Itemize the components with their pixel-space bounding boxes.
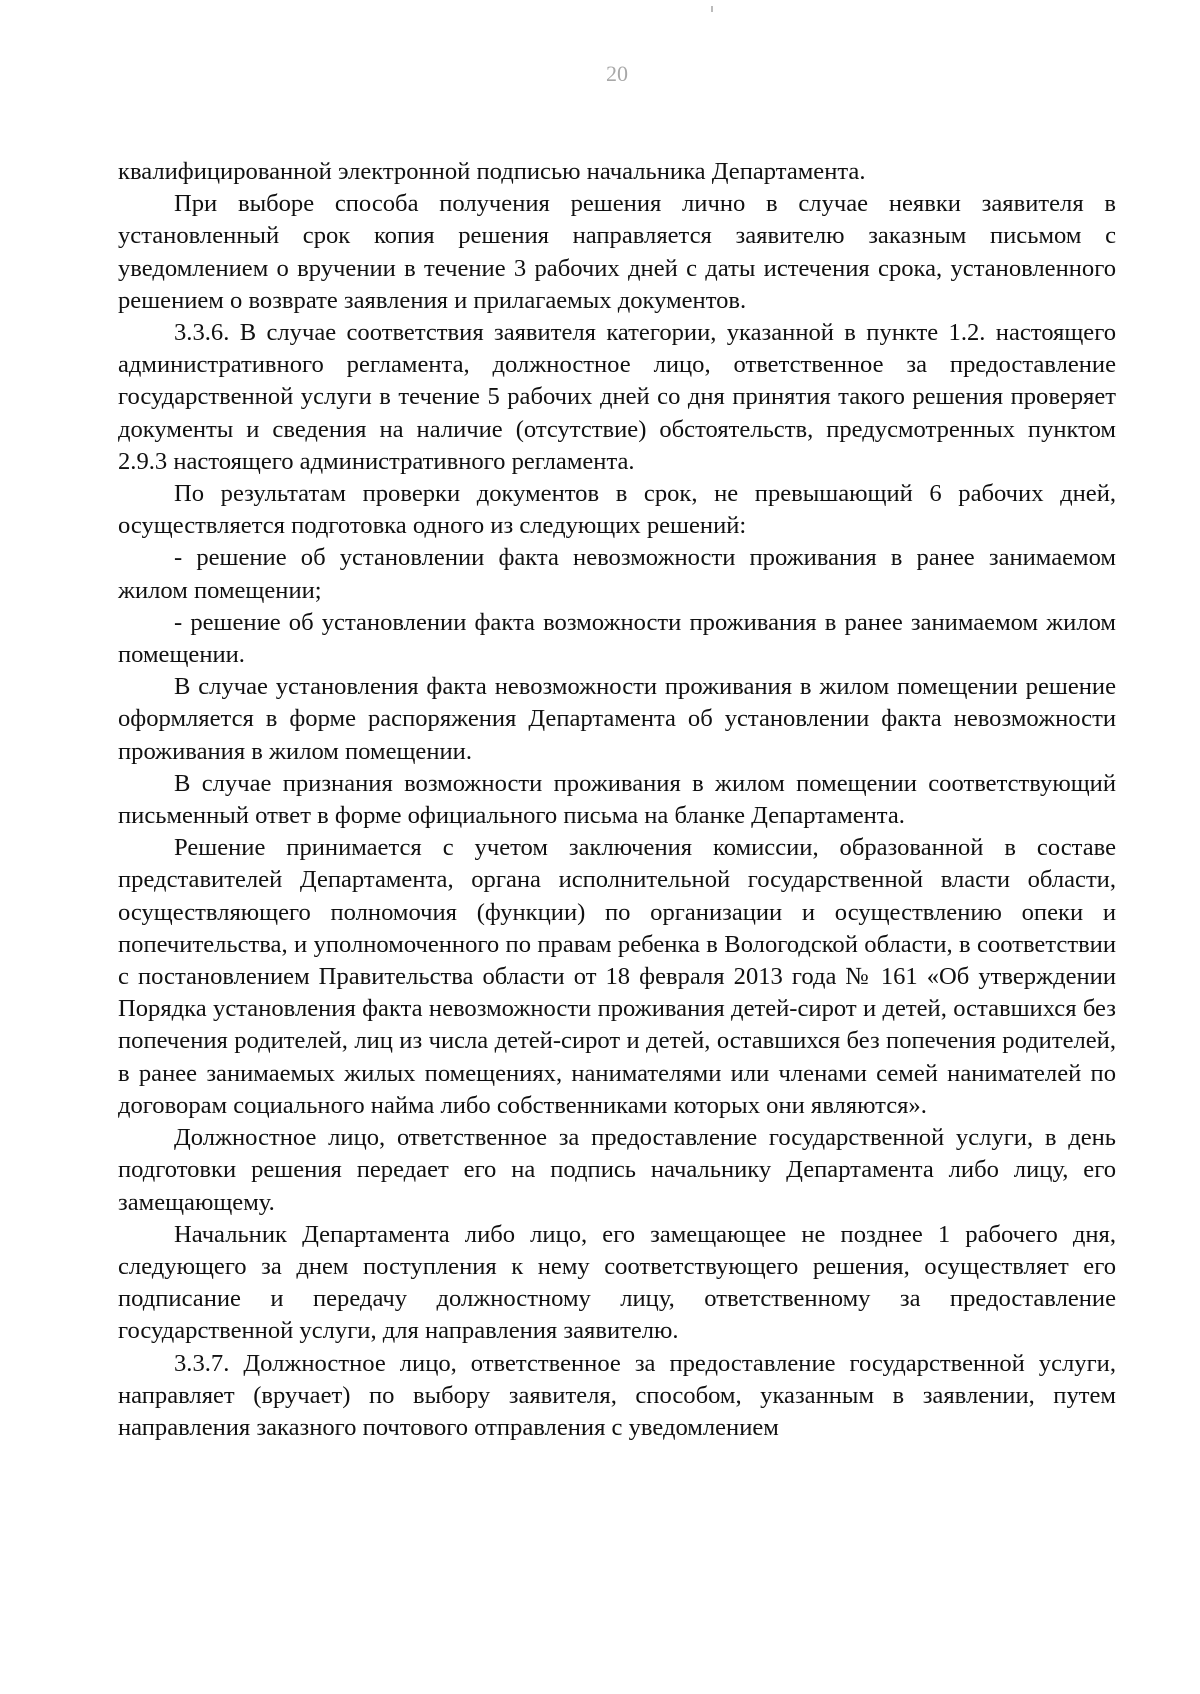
paragraph-possibility-letter: В случае признания возможности проживания в жилом помещении соответствующий письменный ответ в форме официального письма на бланке Департамента.	[118, 769, 1116, 830]
paragraph-continuation: квалифицированной электронной подписью начальника Департамента.	[118, 158, 866, 185]
paragraph-impossibility-order: В случае установления факта невозможности проживания в жилом помещении решение оформляется в форме распоряжения Департамента об установлении факта невозможности проживания в жилом помещении.	[118, 673, 1116, 765]
paragraph-commission-decision: Решение принимается с учетом заключения комиссии, образованной в составе представителей Департамента, органа исполнительной государственной власти области, осуществляющего полномочия (функции) по организации и осуществлению опеки и попечительства, и уполномоченного по правам ребенка в Вологодской области, в соответствии с постановлением Правительства области от 18 февраля 2013 года № 161 «Об утверждении Порядка установления факта невозможности проживания детей-сирот и детей, оставшихся без попечения родителей, лиц из числа детей-сирот и детей, оставшихся без попечения родителей, в ранее занимаемых жилых помещениях, нанимателями или членами семей нанимателей по договорам социального найма либо собственниками которых они являются».	[118, 834, 1116, 1119]
list-item-impossibility-decision: - решение об установлении факта невозможности проживания в ранее занимаемом жилом помещении;	[118, 544, 1116, 604]
paragraph-signature-transfer: Должностное лицо, ответственное за предоставление государственной услуги, в день подготовки решения передает его на подпись начальнику Департамента либо лицу, его замещающему.	[118, 1124, 1116, 1216]
scan-artifact-mark	[711, 6, 713, 12]
list-item-possibility-decision: - решение об установлении факта возможности проживания в ранее занимаемом жилом помещении.	[118, 608, 1116, 669]
paragraph-personal-pickup: При выборе способа получения решения лично в случае неявки заявителя в установленный срок копия решения направляется заявителю заказным письмом с уведомлением о вручении в течение 3 рабочих дней с даты истечения срока, установленного решением о возврате заявления и прилагаемых документов.	[118, 190, 1116, 314]
paragraph-3-3-7: 3.3.7. Должностное лицо, ответственное за предоставление государственной услуги, направляет (вручает) по выбору заявителя, способом, указанным в заявлении, путем направления заказного почтового отправления с уведомлением	[118, 1349, 1116, 1441]
page-number: 20	[606, 61, 628, 86]
paragraph-head-signing: Начальник Департамента либо лицо, его замещающее не позднее 1 рабочего дня, следующего за днем поступления к нему соответствующего решения, осуществляет его подписание и передачу должностному лицу, ответственному за предоставление государственной услуги, для направления заявителю.	[118, 1220, 1116, 1345]
paragraph-check-results: По результатам проверки документов в срок, не превышающий 6 рабочих дней, осуществляется подготовка одного из следующих решений:	[118, 480, 1116, 540]
paragraph-3-3-6: 3.3.6. В случае соответствия заявителя категории, указанной в пункте 1.2. настоящего административного регламента, должностное лицо, ответственное за предоставление государственной услуги в течение 5 рабочих дней со дня принятия такого решения проверяет документы и сведения на наличие (отсутствие) обстоятельств, предусмотренных пунктом 2.9.3 настоящего административного регламента.	[118, 319, 1116, 475]
document-page	[118, 60, 1116, 1444]
